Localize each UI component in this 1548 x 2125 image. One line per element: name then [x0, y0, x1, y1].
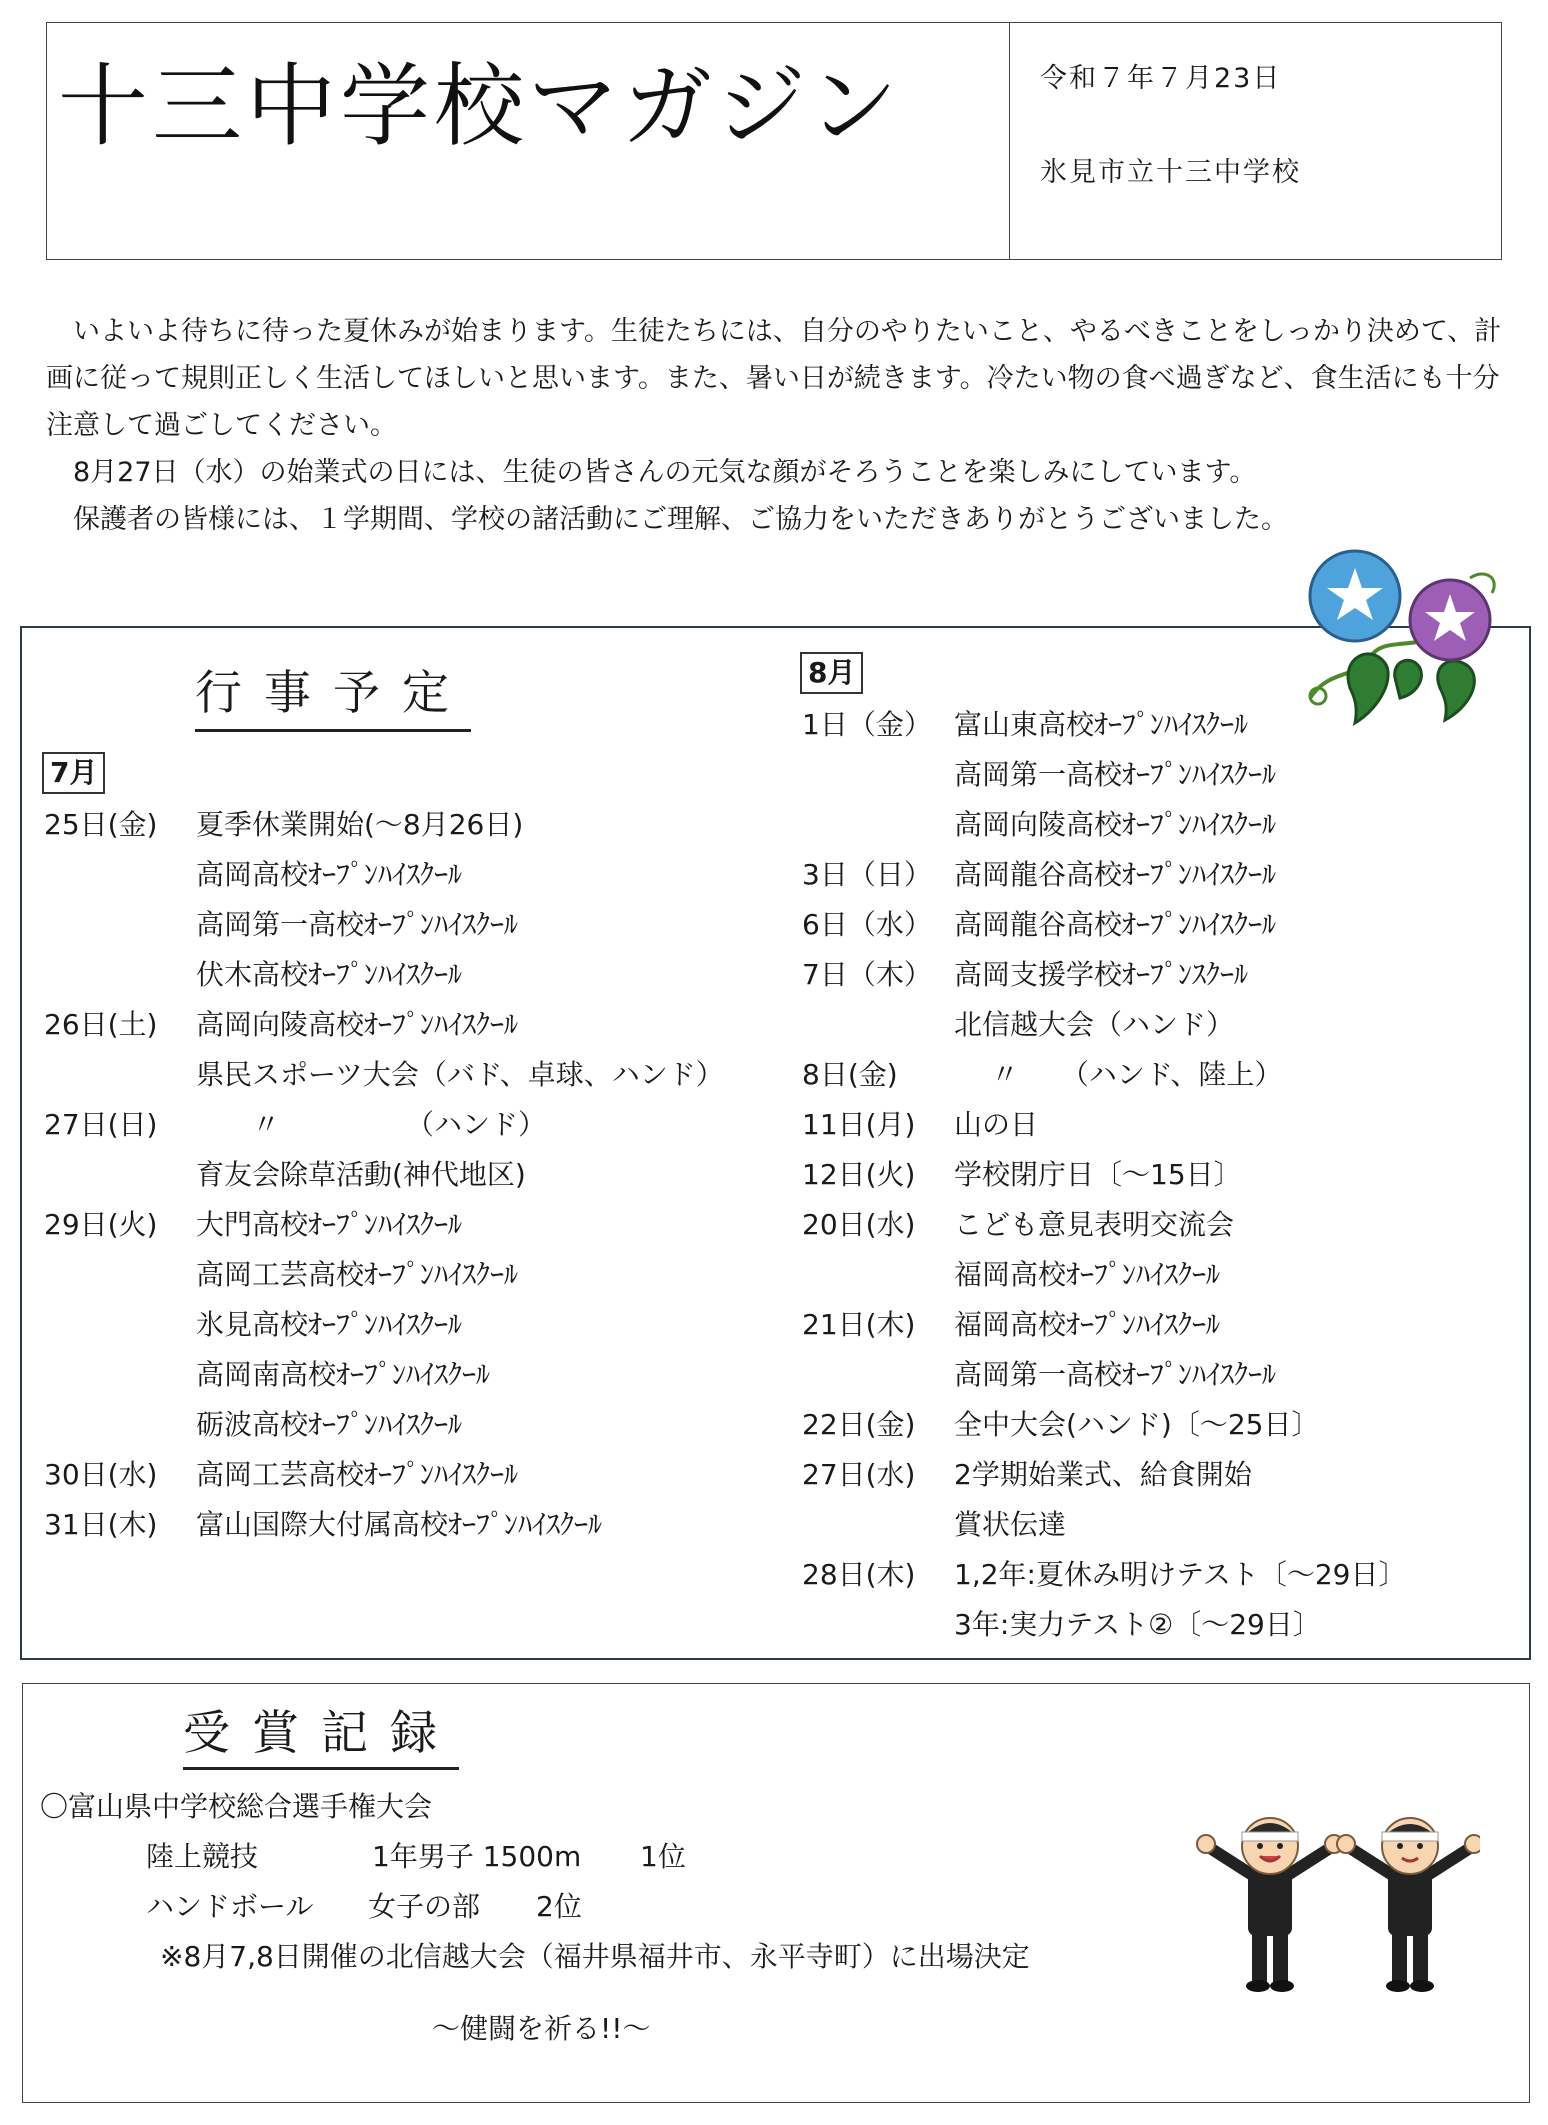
event-date: 21日(木) — [802, 1308, 916, 1341]
event-text: 高岡工芸高校ｵｰﾌﾟﾝﾊｲｽｸｰﾙ — [196, 1458, 519, 1491]
award-cheer: ～健闘を祈る!!～ — [432, 2012, 651, 2045]
event-row — [802, 900, 1502, 950]
award-note: ※8月7,8日開催の北信越大会（福井県福井市、永平寺町）に出場決定 — [160, 1940, 1030, 1973]
event-text: 大門高校ｵｰﾌﾟﾝﾊｲｽｸｰﾙ — [196, 1208, 463, 1241]
award-sport: 陸上競技 — [146, 1840, 259, 1873]
intro-paragraph-3: 保護者の皆様には、１学期間、学校の諸活動にご理解、ご協力をいただきありがとうございました。 — [73, 504, 1288, 535]
event-row — [44, 1100, 744, 1150]
event-date: 3日（日） — [802, 858, 932, 891]
event-row — [44, 1150, 744, 1200]
event-text: 福岡高校ｵｰﾌﾟﾝﾊｲｽｸｰﾙ — [954, 1258, 1221, 1291]
event-text: 学校閉庁日〔～15日〕 — [954, 1158, 1242, 1191]
event-text: 高岡第一高校ｵｰﾌﾟﾝﾊｲｽｸｰﾙ — [954, 1358, 1277, 1391]
month-label-august: 8月 — [800, 652, 863, 694]
event-date: 28日(木) — [802, 1558, 916, 1591]
event-row — [44, 1400, 744, 1450]
event-text: こども意見表明交流会 — [954, 1208, 1235, 1241]
event-date: 12日(火) — [802, 1158, 916, 1191]
event-text: 砺波高校ｵｰﾌﾟﾝﾊｲｽｸｰﾙ — [196, 1408, 463, 1441]
event-row — [802, 1350, 1502, 1400]
event-row — [44, 950, 744, 1000]
intro-paragraph-1: いよいよ待ちに待った夏休みが始まります。生徒たちには、自分のやりたいこと、やるべきことをしっかり決めて、計画に従って規則正しく生活してほしいと思います。また、暑い日が続きます。冷たい物の食べ過ぎなど、食生活にも十分注意して過ごしてください。 — [46, 316, 1502, 441]
event-row — [802, 1150, 1502, 1200]
event-text: 2学期始業式、給食開始 — [954, 1458, 1252, 1491]
event-date: 8日(金) — [802, 1058, 898, 1091]
event-text: 福岡高校ｵｰﾌﾟﾝﾊｲｽｸｰﾙ — [954, 1308, 1221, 1341]
event-row — [44, 1000, 744, 1050]
event-row — [802, 700, 1502, 750]
month-label-july: 7月 — [42, 752, 105, 794]
event-row — [802, 1450, 1502, 1500]
event-text: 高岡第一高校ｵｰﾌﾟﾝﾊｲｽｸｰﾙ — [196, 908, 519, 941]
event-text: 高岡南高校ｵｰﾌﾟﾝﾊｲｽｸｰﾙ — [196, 1358, 491, 1391]
event-row — [44, 850, 744, 900]
award-detail: 女子の部 — [368, 1890, 481, 1923]
cheering-students-illustration — [1190, 1800, 1480, 2000]
school-name: 氷見市立十三中学校 — [1040, 157, 1301, 188]
event-row — [802, 1550, 1502, 1600]
event-text: 夏季休業開始(～8月26日) — [196, 808, 524, 841]
event-row — [44, 1500, 744, 1550]
event-row — [44, 1450, 744, 1500]
schedule-title: 行事予定 — [195, 670, 471, 732]
event-text: 高岡高校ｵｰﾌﾟﾝﾊｲｽｸｰﾙ — [196, 858, 463, 891]
event-text: 1,2年:夏休み明けテスト〔～29日〕 — [954, 1558, 1407, 1591]
page-title: 十三中学校マガジン — [58, 54, 902, 159]
event-row — [802, 1050, 1502, 1100]
event-date: 25日(金) — [44, 808, 158, 841]
award-result: 1位 — [640, 1840, 686, 1873]
intro-text — [46, 308, 1506, 543]
event-text: 富山国際大付属高校ｵｰﾌﾟﾝﾊｲｽｸｰﾙ — [196, 1508, 603, 1541]
event-row — [44, 1250, 744, 1300]
event-text: 北信越大会（ハンド） — [954, 1008, 1235, 1041]
event-date: 7日（木） — [802, 958, 932, 991]
intro-paragraph-2: 8月27日（水）の始業式の日には、生徒の皆さんの元気な顔がそろうことを楽しみにしています。 — [73, 457, 1257, 488]
event-row — [802, 1600, 1502, 1650]
event-date: 11日(月) — [802, 1108, 916, 1141]
award-event: 〇富山県中学校総合選手権大会 — [40, 1790, 433, 1823]
event-text: 賞状伝達 — [954, 1508, 1067, 1541]
event-text: 高岡工芸高校ｵｰﾌﾟﾝﾊｲｽｸｰﾙ — [196, 1258, 519, 1291]
event-text: 高岡向陵高校ｵｰﾌﾟﾝﾊｲｽｸｰﾙ — [196, 1008, 519, 1041]
event-row — [802, 750, 1502, 800]
event-text: 県民スポーツ大会（バド、卓球、ハンド） — [196, 1058, 724, 1091]
event-date: 20日(水) — [802, 1208, 916, 1241]
event-row — [802, 1200, 1502, 1250]
event-row — [44, 1300, 744, 1350]
event-date: 27日(日) — [44, 1108, 158, 1141]
award-sport: ハンドボール — [146, 1890, 314, 1923]
issue-date: 令和７年７月23日 — [1040, 63, 1282, 94]
event-date: 26日(土) — [44, 1008, 158, 1041]
event-text: 育友会除草活動(神代地区) — [196, 1158, 526, 1191]
event-row — [44, 1050, 744, 1100]
event-row — [802, 1400, 1502, 1450]
event-date: 27日(水) — [802, 1458, 916, 1491]
awards-title: 受賞記録 — [183, 1710, 459, 1770]
award-result: 2位 — [536, 1890, 582, 1923]
event-text: 富山東高校ｵｰﾌﾟﾝﾊｲｽｸｰﾙ — [954, 708, 1249, 741]
event-text: 3年:実力テスト②〔～29日〕 — [954, 1608, 1321, 1641]
event-row — [44, 1200, 744, 1250]
event-text: 高岡龍谷高校ｵｰﾌﾟﾝﾊｲｽｸｰﾙ — [954, 858, 1277, 891]
award-detail: 1年男子 1500m — [372, 1840, 582, 1873]
event-row — [802, 800, 1502, 850]
event-text: 高岡向陵高校ｵｰﾌﾟﾝﾊｲｽｸｰﾙ — [954, 808, 1277, 841]
event-row — [802, 850, 1502, 900]
event-row — [802, 1300, 1502, 1350]
event-text: 高岡第一高校ｵｰﾌﾟﾝﾊｲｽｸｰﾙ — [954, 758, 1277, 791]
event-row — [802, 1250, 1502, 1300]
event-row — [802, 1000, 1502, 1050]
event-text: 山の日 — [954, 1108, 1039, 1141]
event-text: 氷見高校ｵｰﾌﾟﾝﾊｲｽｸｰﾙ — [196, 1308, 463, 1341]
event-row — [802, 950, 1502, 1000]
event-date: 6日（水） — [802, 908, 932, 941]
event-text: 高岡支援学校ｵｰﾌﾟﾝｽｸｰﾙ — [954, 958, 1249, 991]
event-date: 30日(水) — [44, 1458, 158, 1491]
event-date: 1日（金） — [802, 708, 932, 741]
event-text: 〃 （ハンド） — [196, 1108, 547, 1141]
event-row — [44, 1350, 744, 1400]
event-text: 全中大会(ハンド)〔～25日〕 — [954, 1408, 1320, 1441]
event-row — [44, 900, 744, 950]
event-row — [44, 800, 744, 850]
event-date: 29日(火) — [44, 1208, 158, 1241]
event-date: 22日(金) — [802, 1408, 916, 1441]
event-text: 〃 （ハンド、陸上） — [954, 1058, 1283, 1091]
event-date: 31日(木) — [44, 1508, 158, 1541]
event-text: 高岡龍谷高校ｵｰﾌﾟﾝﾊｲｽｸｰﾙ — [954, 908, 1277, 941]
header-divider — [1009, 23, 1010, 259]
event-text: 伏木高校ｵｰﾌﾟﾝﾊｲｽｸｰﾙ — [196, 958, 463, 991]
event-row — [802, 1100, 1502, 1150]
event-row — [802, 1500, 1502, 1550]
